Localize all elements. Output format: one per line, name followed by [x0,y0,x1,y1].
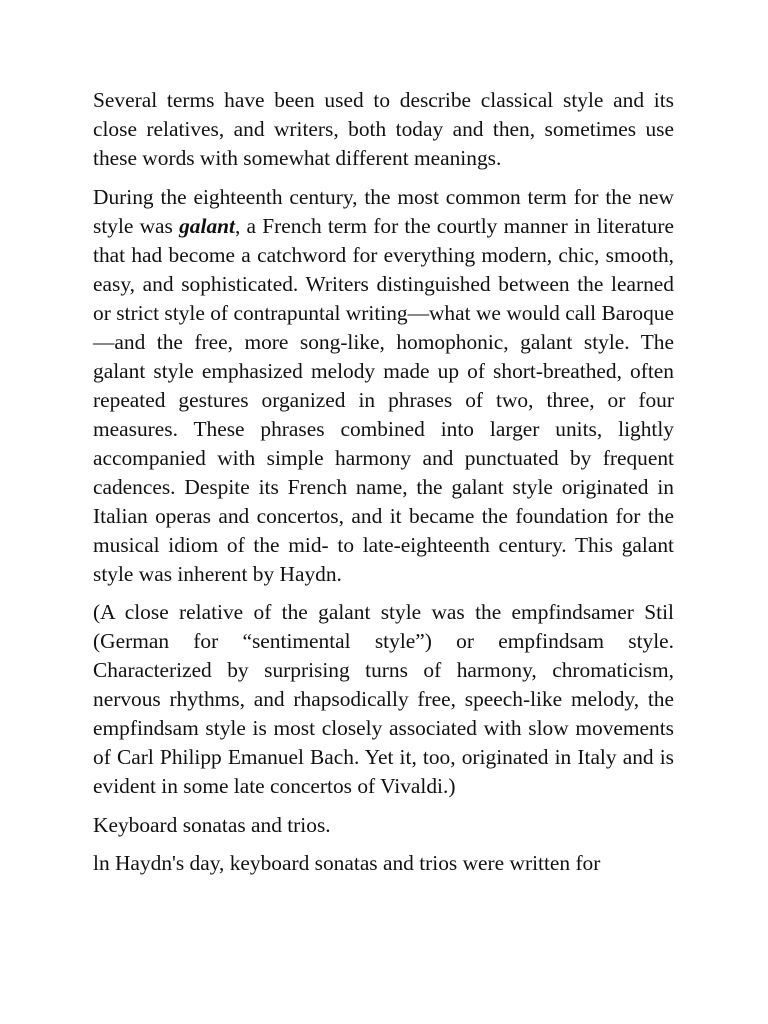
section-heading: Keyboard sonatas and trios. [93,812,331,837]
term-galant: galant [179,213,235,238]
paragraph-keyboard: ln Haydn's day, keyboard sonatas and trios were written for [93,851,601,876]
paragraph-intro: Several terms have been used to describe classical style and its close relatives, and writers, both today and then, sometimes use these words with somewhat different meanings. [93,88,674,170]
paragraph-galant-lead: During the eighteenth century, the most common term for the new style was [93,184,674,238]
paragraph-empfindsam: (A close relative of the galant style was the empfindsamer Stil (German for “sentimental style”) or empfindsam style. Characterized by surprising turns of harmony, chromaticism, nervous rhythms, and rhapsodically free, speech-like melody, the empfindsam style is most closely associated with slow movements of Carl Philipp Emanuel Bach. Yet it, too, originated in Italy and is evident in some late concertos of Vivaldi.) [93,600,674,799]
paragraph-galant [93,183,674,589]
document-page [93,86,674,888]
paragraph-galant-body: , a French term for the courtly manner in literature that had become a catchword for everything modern, chic, smooth, easy, and sophisticated. Writers distinguished between the learned or strict style of contrapuntal writing—what we would call Baroque—and the free, more song-like, homophonic, galant style. The galant style emphasized melody made up of short-breathed, often repeated gestures organized in phrases of two, three, or four measures. These phrases combined into larger units, lightly accompanied with simple harmony and punctuated by frequent cadences. Despite its French name, the galant style originated in Italian operas and concertos, and it became the foundation for the musical idiom of the mid- to late-eighteenth century. This galant style was inherent by Haydn. [93,213,674,586]
